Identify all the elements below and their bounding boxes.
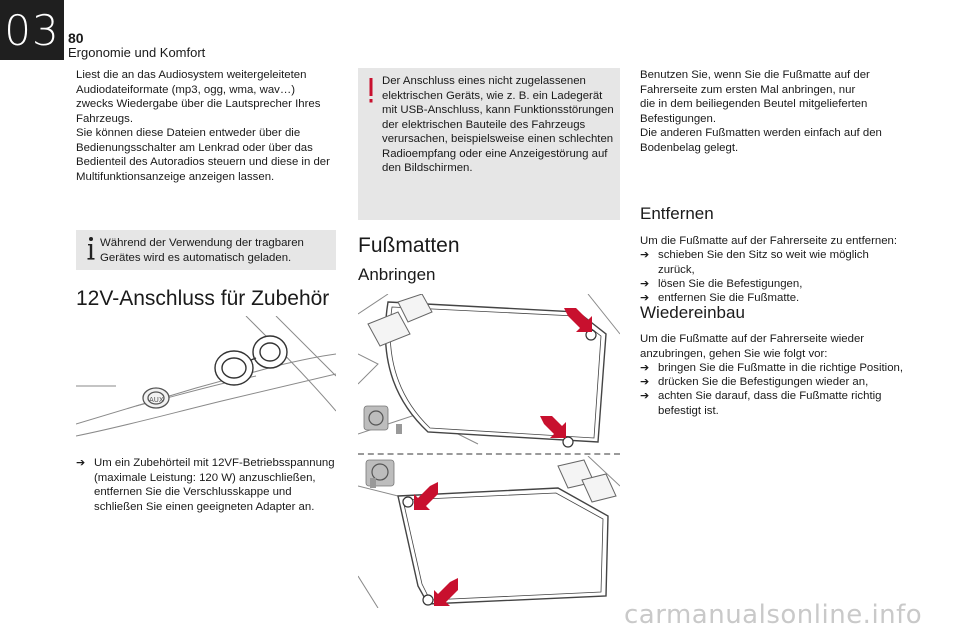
floor-mat-illustration-bottom: [358, 456, 620, 608]
warning-text: Der Anschluss eines nicht zugelassenen elektrischen Geräts, wie z. B. ein Ladegerät mit USB-Anschluss, kann Funktionsstörungen der elektrischen Bauteile des Fahrzeugs verursachen, beispielsweise einen schlechten Radioempfang oder eine Anzeigestörung auf den Bildschirmen.: [382, 75, 614, 174]
warning-icon: [366, 78, 376, 104]
heading-fitting: Anbringen: [358, 265, 436, 284]
page-number: 80: [68, 30, 84, 46]
bullet-marker-icon: ➔: [640, 362, 650, 374]
socket-illustration: [76, 316, 336, 444]
refitting-intro: Um die Fußmatte auf der Fahrerseite wieder anzubringen, gehen Sie wie folgt vor:: [640, 333, 865, 360]
info-icon: [86, 236, 96, 262]
heading-removal: Entfernen: [640, 204, 714, 223]
bullet-marker-icon: ➔: [640, 376, 650, 388]
heading-12v-socket: 12V-Anschluss für Zubehör: [76, 287, 330, 310]
mat-intro-paragraph: Benutzen Sie, wenn Sie die Fußmatte auf der Fahrerseite zum ersten Mal anbringen, nur die in dem beiliegenden Beutel mitgelieferten Befestigungen. Die anderen Fußmatten werden einfach auf den Bodenbelag gelegt.: [640, 69, 882, 154]
aux-label: AUX: [149, 396, 164, 404]
chapter-number: 03: [0, 0, 64, 60]
removal-intro: Um die Fußmatte auf der Fahrerseite zu entfernen:: [640, 235, 898, 247]
info-text: Während der Verwendung der tragbaren Gerätes wird es automatisch geladen.: [100, 237, 304, 264]
bullet-marker-icon: ➔: [640, 278, 650, 290]
illustration-divider: [358, 453, 620, 455]
watermark: carmanualsonline.info: [624, 600, 923, 630]
bullet-marker-icon: ➔: [640, 292, 650, 304]
aux-intro-paragraph: Liest die an das Audiosystem weitergeleiteten Audiodateiformate (mp3, ogg, wma, wav…) zwecks Wiedergabe über die Lautsprecher Ihres Fahrzeugs. Sie können diese Dateien entweder über die Bedienungsschalter am Lenkrad oder über das Bedienteil des Autoradios steuern und diese in der Multifunktionsanzeige anzeigen lassen.: [76, 69, 330, 183]
section-title: Ergonomie und Komfort: [68, 45, 206, 60]
bullet-marker-icon: ➔: [640, 249, 650, 261]
bullet-marker-icon: ➔: [76, 457, 86, 469]
heading-floor-mats: Fußmatten: [358, 234, 460, 257]
floor-mat-illustration-top: [358, 294, 620, 448]
bullet-marker-icon: ➔: [640, 390, 650, 402]
heading-refitting: Wiedereinbau: [640, 303, 745, 322]
